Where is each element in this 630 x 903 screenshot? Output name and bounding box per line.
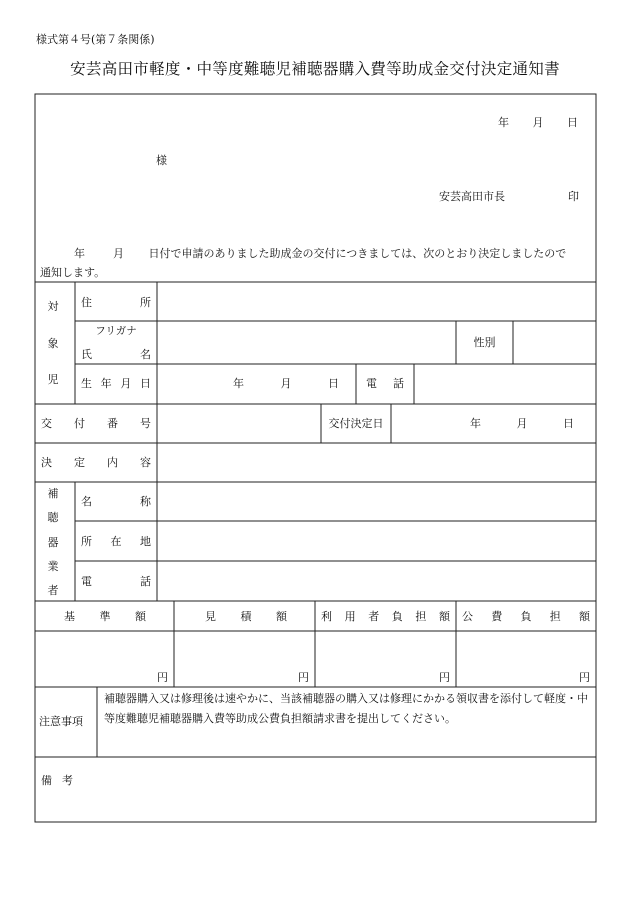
yen-unit: 円 (157, 671, 168, 684)
notes-text: 補聴器購入又は修理後は速やかに、当該補聴器の購入又は修理にかかる領収書を添付して軽度・中等度難聴児補聴器購入費等助成公費負担額請求書を提出してください。 (104, 692, 588, 725)
issuer-name: 安芸高田市長 (439, 190, 505, 203)
furigana-label: フリガナ (95, 325, 137, 337)
document-title: 安芸高田市軽度・中等度難聴児補聴器購入費等助成金交付決定通知書 (70, 60, 560, 78)
amount-header-public-burden: 公 費 負 担 額 (462, 610, 590, 623)
gender-label: 性別 (473, 336, 496, 349)
vendor-name-label: 名 称 (81, 495, 151, 508)
issue-date (498, 117, 578, 128)
address-label: 住 所 (81, 296, 151, 309)
form-number: 様式第４号(第７条関係) (36, 33, 155, 46)
notes-label: 注意事項 (39, 715, 83, 728)
birthdate-value: 年 月 日 (233, 377, 339, 390)
amount-header-standard: 基 準 額 (64, 610, 146, 623)
birthdate-label: 生 年 月 日 (81, 377, 151, 390)
notice-text: 年 月 日付で申請のありました助成金の交付につきましては、次のとおり決定しましたので 通知します。 (40, 247, 567, 279)
vendor-group-label: 補 聴 器 業 者 (47, 487, 59, 597)
yen-unit: 円 (439, 671, 450, 684)
yen-unit: 円 (298, 671, 309, 684)
decision-date-value: 年 月 日 (470, 417, 574, 430)
amount-header-user-burden: 利 用 者 負 担 額 (321, 610, 450, 623)
year-label: 年 (498, 116, 509, 129)
remarks-label: 備 考 (41, 774, 73, 787)
vendor-phone-label: 電 話 (81, 575, 151, 588)
child-phone-label: 電 話 (366, 377, 404, 390)
child-group-label: 対 象 児 (47, 300, 59, 386)
decision-date-label: 交付決定日 (328, 417, 384, 430)
day-label: 日 (567, 116, 578, 129)
yen-unit: 円 (579, 671, 590, 684)
month-label: 月 (532, 116, 544, 129)
decision-content-label: 決 定 内 容 (41, 456, 151, 469)
grant-number-label: 交 付 番 号 (41, 417, 151, 430)
vendor-location-label: 所 在 地 (81, 535, 151, 548)
name-label: 氏 名 (81, 348, 151, 361)
seal-mark: 印 (568, 190, 579, 203)
amount-header-estimate: 見 積 額 (205, 610, 287, 623)
recipient-suffix: 様 (156, 154, 167, 167)
